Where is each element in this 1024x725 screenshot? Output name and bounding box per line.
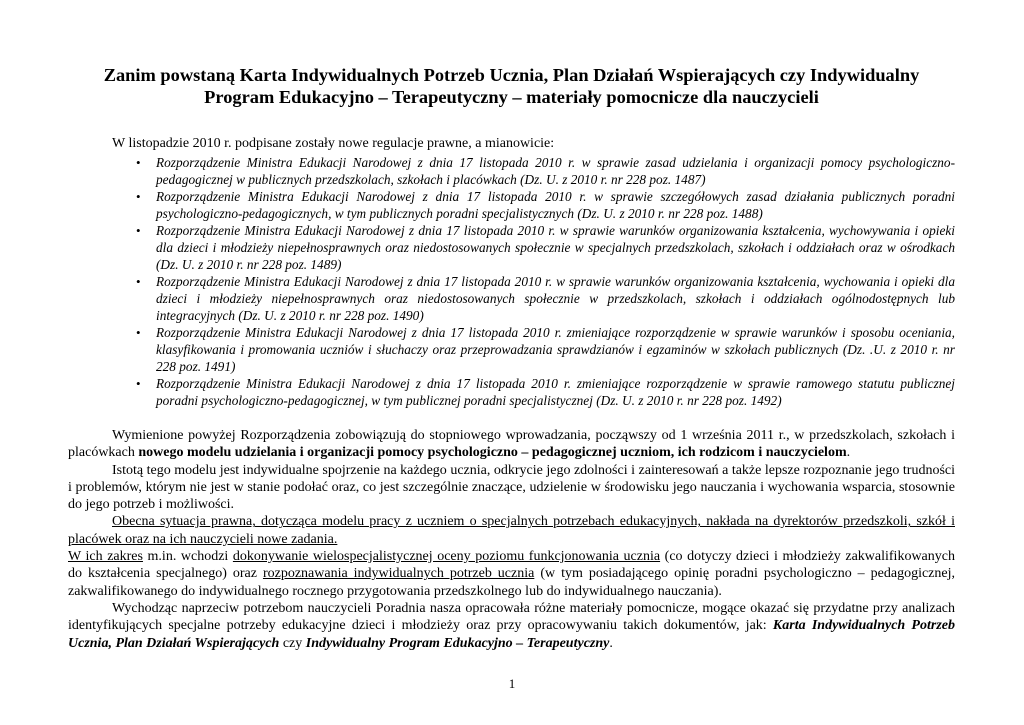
bullet-icon: • [136, 155, 141, 170]
bullet-icon: • [136, 223, 141, 238]
intro-text: W listopadzie 2010 r. podpisane zostały nowe regulacje prawne, a mianowicie: [112, 136, 555, 151]
list-item: • Rozporządzenie Ministra Edukacji Narodowej z dnia 17 listopada 2010 r. zmieniające rozporządzenie w sprawie warunków i sposobu oceniania, klasyfikowania i promowania uczniów i słuchaczy oraz przeprowadzania sprawdzianów i egzaminów w szkołach publicznych (Dz. .U. z 2010 r. nr 228 poz. 1491) [136, 325, 955, 374]
list-item: • Rozporządzenie Ministra Edukacji Narodowej z dnia 17 listopada 2010 r. w sprawie warunków organizowania kształcenia, wychowywania i opieki dla dzieci i młodzieży niepełnosprawnych oraz niedostosowanych społecznie w specjalnych przedszkolach, szkołach i oddziałach oraz w ośrodkach (Dz. U. z 2010 r. nr 228 poz. 1489) [136, 223, 955, 272]
regulations-list [68, 154, 955, 409]
bullet-icon: • [136, 325, 141, 340]
list-item: • Rozporządzenie Ministra Edukacji Narodowej z dnia 17 listopada 2010 r. zmieniające rozporządzenie w sprawie ramowego statutu publicznej poradni psychologiczno-pedagogicznej, w tym publicznej poradni specjalistycznej (Dz. U. z 2010 r. nr 228 poz. 1492) [136, 376, 955, 408]
bullet-icon: • [136, 274, 141, 289]
document-page [68, 64, 955, 652]
document-title: Zanim powstaną Karta Indywidualnych Potrzeb Ucznia, Plan Działań Wspierających czy Indywidualny Program Edukacyjno – Terapeutyczny – materiały pomocnicze dla nauczycieli [103, 65, 920, 107]
paragraph-model-essence: Istotą tego modelu jest indywidualne spojrzenie na każdego ucznia, odkrycie jego zdolności i zainteresowań a także lepsze rozpoznanie jego trudności i problemów, którym nie jest w stanie podołać oraz, co jest szczególnie znaczące, udzielenie w środowisku jego nauczania i wychowania wsparcia, stosownie do jego potrzeb i możliwości. [68, 462, 955, 513]
bullet-icon: • [136, 376, 141, 391]
page-number: 1 [508, 676, 516, 691]
bullet-icon: • [136, 189, 141, 204]
paragraph-model-intro: Wymienione powyżej Rozporządzenia zobowiązują do stopniowego wprowadzania, począwszy od 1 września 2011 r., w przedszkolach, szkołach i placówkach nowego modelu udzielania i organizacji pomocy psychologiczno – pedagogicznej uczniom, ich rodzicom i nauczycielom. [68, 428, 955, 461]
paragraph-tasks: W ich zakres m.in. wchodzi dokonywanie wielospecjalistycznej oceny poziomu funkcjonowania ucznia (co dotyczy dzieci i młodzieży zakwalifikowanych do kształcenia specjalnego) oraz rozpoznawania indywidualnych potrzeb ucznia (w tym posiadającego opinię poradni psychologiczno – pedagogicznej, zakwalifikowanego do indywidualnego rocznego przygotowania przedszkolnego lub do indywidualnego nauczania). [68, 549, 956, 599]
list-item: • Rozporządzenie Ministra Edukacji Narodowej z dnia 17 listopada 2010 r. w sprawie zasad udzielania i organizacji pomocy psychologiczno-pedagogicznej w publicznych przedszkolach, szkołach i placówkach (Dz. U. z 2010 r. nr 228 poz. 1487) [136, 155, 955, 187]
paragraph-materials: Wychodząc naprzeciw potrzebom nauczycieli Poradnia nasza opracowała różne materiały pomocnicze, mogące okazać się przydatne przy analizach identyfikujących specjalne potrzeby edukacyjne dzieci i młodzieży oraz przy opracowywaniu takich dokumentów, jak: Karta Indywidualnych Potrzeb Ucznia, Plan Działań Wspierających czy Indywidualny Program Edukacyjno – Terapeutyczny. [68, 600, 955, 651]
document-body [68, 427, 955, 652]
list-item: • Rozporządzenie Ministra Edukacji Narodowej z dnia 17 listopada 2010 r. w sprawie szczegółowych zasad działania publicznych poradni psychologiczno-pedagogicznych, w tym publicznych poradni specjalistycznych (Dz. U. z 2010 r. nr 228 poz. 1488) [136, 189, 955, 221]
list-item: • Rozporządzenie Ministra Edukacji Narodowej z dnia 17 listopada 2010 r. w sprawie warunków organizowania kształcenia, wychowania i opieki dla dzieci i młodzieży niepełnosprawnych oraz niedostosowanych społecznie w przedszkolach, szkołach i oddziałach ogólnodostępnych lub integracyjnych (Dz. U. z 2010 r. nr 228 poz. 1490) [136, 274, 955, 323]
paragraph-legal-situation: Obecna sytuacja prawna, dotycząca modelu pracy z uczniem o specjalnych potrzebach edukacyjnych, nakłada na dyrektorów przedszkoli, szkół i placówek oraz na ich nauczycieli nowe zadania. [68, 514, 955, 547]
